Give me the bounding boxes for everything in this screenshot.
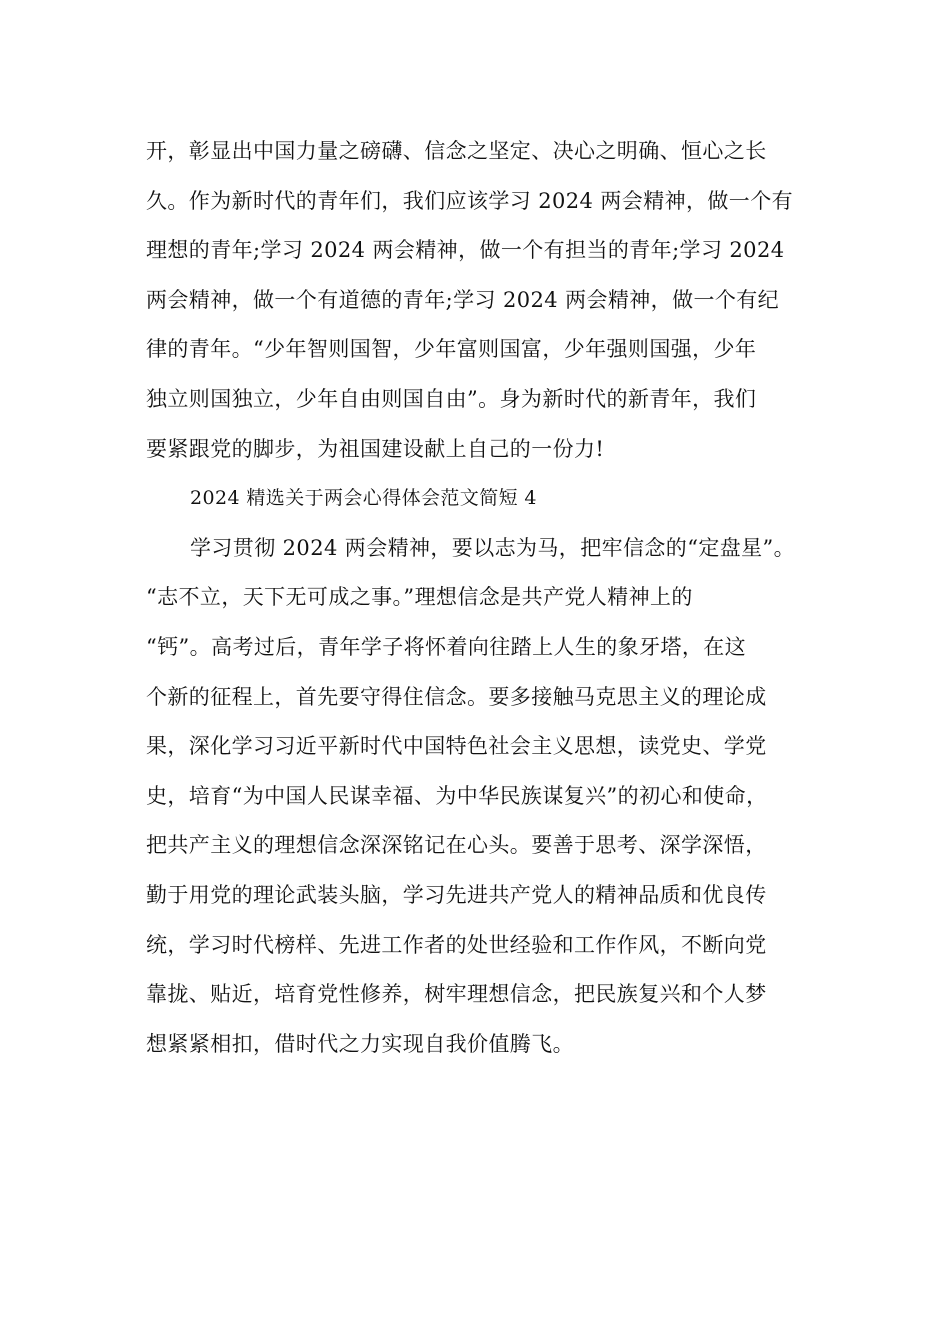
paragraph-line: 史，培育“为中国人民谋幸福、为中华民族谋复兴”的初心和使命， [146,783,768,808]
paragraph-line: 独立则国独立，少年自由则国自由”。身为新时代的新青年，我们 [146,386,757,411]
paragraph-line: 开，彰显出中国力量之磅礴、信念之坚定、决心之明确、恒心之长 [146,139,767,163]
paragraph-line: 要紧跟党的脚步，为祖国建设献上自己的一份力! [146,436,605,461]
paragraph-line: “钙”。高考过后，青年学子将怀着向往踏上人生的象牙塔，在这 [146,634,747,659]
paragraph-line: 理想的青年;学习 2024 两会精神，做一个有担当的青年;学习 2024 [146,238,785,263]
paragraph-line: 久。作为新时代的青年们，我们应该学习 2024 两会精神，做一个有 [146,188,793,213]
document-body [146,127,810,1069]
paragraph-line: “志不立，天下无可成之事。”理想信念是共产党人精神上的 [146,585,693,610]
paragraph-line: 个新的征程上，首先要守得住信念。要多接触马克思主义的理论成 [146,684,767,709]
section-heading: 2024 精选关于两会心得体会范文简短 4 [190,487,537,510]
paragraph-line: 勤于用党的理论武装头脑，学习先进共产党人的精神品质和优良传 [146,882,767,907]
paragraph-line: 想紧紧相扣，借时代之力实现自我价值腾飞。 [146,1031,574,1056]
paragraph-line: 学习贯彻 2024 两会精神，要以志为马，把牢信念的“定盘星”。 [190,535,796,560]
paragraph-line: 靠拢、贴近，培育党性修养，树牢理想信念，把民族复兴和个人梦 [146,982,767,1007]
paragraph-line: 果，深化学习习近平新时代中国特色社会主义思想，读党史、学党 [146,734,767,759]
paragraph-line: 把共产主义的理想信念深深铭记在心头。要善于思考、深学深悟， [146,833,767,858]
paragraph-line: 两会精神，做一个有道德的青年;学习 2024 两会精神，做一个有纪 [146,287,780,312]
paragraph-line: 律的青年。“少年智则国智，少年富则国富，少年强则国强，少年 [146,337,757,362]
paragraph-line: 统，学习时代榜样、先进工作者的处世经验和工作作风，不断向党 [146,932,767,957]
